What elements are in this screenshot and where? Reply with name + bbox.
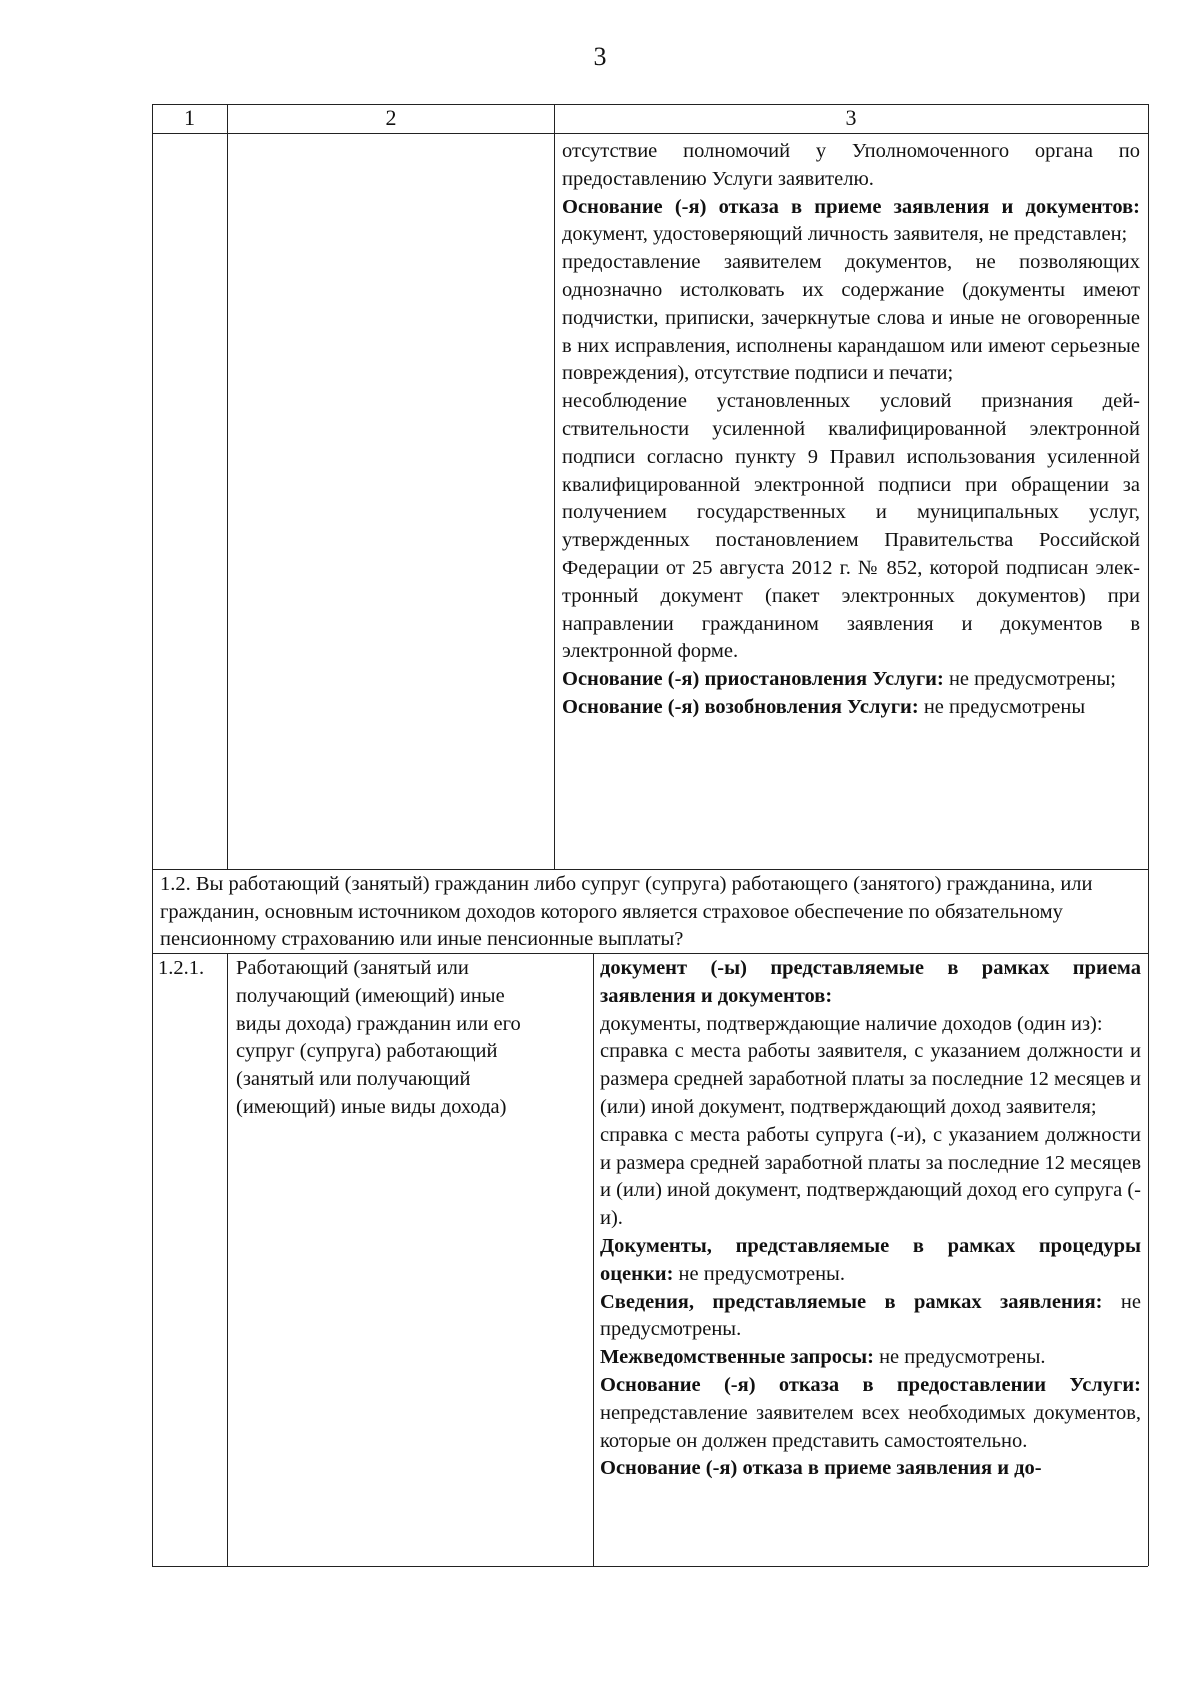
table-border-right (1148, 104, 1149, 1566)
col-divider-1-top (227, 104, 228, 869)
body-text: справка с места работы заявителя, с указанием должности и размера средней заработной платы за последние 12 месяцев и (или) иной документ, подтверждающий доход заявителя; (600, 1040, 1141, 1118)
body-text: предоставление заявителем документов, не позволяющих однозначно истолковать их содержание (документы имеют подчистки, приписки, зачеркнутые слова и иные не оговоренные в них исправления, исполнены карандашом или имеют серьезные повреждения), отсутствие подписи и печати; (562, 251, 1140, 385)
row-separator-top (152, 869, 1148, 870)
row-1-2-1-col3-paragraph (600, 1289, 1141, 1345)
body-text: несоблюдение установленных условий признания действительности усиленной квалифицированной электронной подписи согласно пункту 9 Правил использования усиленной квалифицированной электронной подписи при обращении за получением государственных и муниципальных услуг, утвержденных постановлением Правительства Российской Федерации от 25 августа 2012 г. № 852, которой подписан электронный документ (пакет электронных документов) при направлении гражданином заявления и документов в электронной форме. (562, 390, 1140, 663)
row-1-2-1-col3-paragraph (600, 1038, 1141, 1121)
page-number: 3 (593, 42, 607, 71)
row-1-2-1-col3-paragraph (600, 1372, 1141, 1455)
row-1-2-1-col3-text (600, 955, 1141, 1483)
row-1-2-1-col3-paragraph (600, 1122, 1141, 1233)
body-text: справка с места работы супруга (-и), с указанием должности и размера средней заработной платы за последние 12 месяцев и (или) иной документ, подтверждающий доход его супруга (-и). (600, 1123, 1141, 1230)
bold-heading-text: Основание (-я) приостановления Услуги: (562, 668, 944, 691)
body-text: не предусмотрены. (873, 1346, 1046, 1369)
row-1-2-1-col2-line: Работающий (занятый или (236, 957, 469, 979)
body-text: не предусмотрены. (600, 1290, 1141, 1341)
body-text: отсутствие полномочий у Уполномоченного органа по предоставлению Услуги заявителю. (562, 140, 1140, 190)
row-1-2-1-number: 1.2.1. (158, 957, 205, 979)
bold-heading-text: Основание (-я) отказа в предоставлении Услуги: (600, 1373, 1141, 1396)
col-divider-2-top (554, 104, 555, 869)
bold-heading-text: Сведения, представляемые в рамках заявления: (600, 1290, 1103, 1313)
row-top-col3-text (562, 138, 1140, 722)
body-text: не предусмотрены. (673, 1262, 845, 1285)
table-header-col-2: 2 (385, 105, 397, 130)
body-text: документ, удостоверяющий личность заявителя, не представлен; (562, 223, 1128, 246)
col-divider-2-bottom (593, 953, 594, 1566)
bold-heading-text: Основание (-я) отказа в приеме заявления и документов: (562, 195, 1140, 218)
row-1-2-1-col3-paragraph (600, 1011, 1141, 1039)
row-1-2-1-col3-paragraph (600, 1344, 1141, 1372)
section-1-2-title: 1.2. Вы работающий (занятый) гражданин либо супруг (супруга) работающего (занятого) гражданина, или гражданин, основным источником доходов которого является страховое обеспечение по обязательному пенсионному страхованию или иные пенсионные выплаты? (160, 873, 1093, 950)
body-text: не предусмотрены (918, 695, 1086, 718)
table-border-top (152, 104, 1148, 105)
body-text: документы, подтверждающие наличие доходов (один из): (600, 1012, 1103, 1035)
table-border-left (152, 104, 153, 1566)
body-text: не предусмотрены; (943, 668, 1116, 691)
table-border-bottom (152, 1566, 1148, 1567)
row-1-2-1-col2-line: (занятый или получающий (236, 1068, 471, 1091)
table-header-separator (152, 133, 1148, 134)
row-1-2-1-col2-line: супруг (супруга) работающий (236, 1040, 498, 1063)
table-header-col-1: 1 (184, 105, 195, 130)
row-1-2-1-col2-text (236, 955, 588, 1122)
row-1-2-1-col2-line: виды дохода) гражданин или его (236, 1012, 521, 1035)
row-1-2-1-col3-paragraph (600, 1455, 1141, 1483)
row-1-2-1-col3-paragraph (600, 955, 1141, 1011)
row-top-col3-paragraph (562, 694, 1140, 722)
row-top-col3-paragraph (562, 666, 1140, 694)
bold-heading-text: Основание (-я) возобновления Услуги: (562, 695, 919, 718)
bold-heading-text: Межведомственные запросы: (600, 1346, 874, 1369)
row-top-col3-paragraph (562, 249, 1140, 388)
body-text: непредставление заявителем всех необходимых документов, которые он должен представить самостоятельно. (600, 1401, 1141, 1452)
bold-heading-text: Документы, представляемые в рамках процедуры оценки: (600, 1234, 1141, 1285)
row-top-col3-paragraph (562, 194, 1140, 250)
row-1-2-1-col3-paragraph (600, 1233, 1141, 1289)
row-top-col3-paragraph (562, 388, 1140, 666)
row-top-col3-paragraph (562, 138, 1140, 194)
row-1-2-1-col2-line: получающий (имеющий) иные (236, 984, 505, 1007)
bold-heading-text: Основание (-я) отказа в приеме заявления и до- (600, 1457, 1042, 1480)
table-header-col-3: 3 (845, 105, 857, 130)
bold-heading-text: документ (-ы) представляемые в рамках приема заявления и документов: (600, 957, 1141, 1007)
col-divider-1-bottom (227, 953, 228, 1566)
row-1-2-1-col2-line: (имеющий) иные виды дохода) (236, 1095, 507, 1118)
